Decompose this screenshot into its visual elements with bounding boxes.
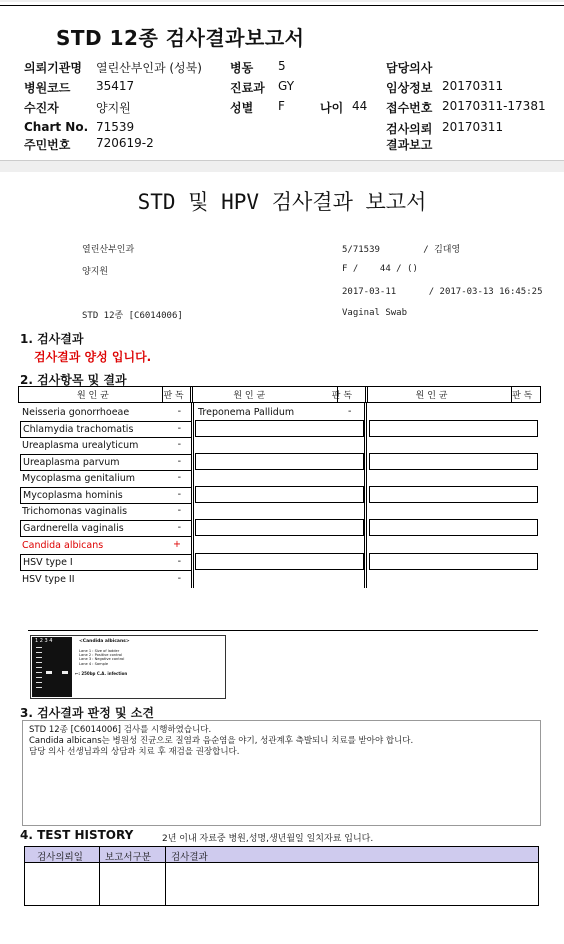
chart-doctor: 5/71539 / 김대영	[342, 245, 461, 255]
pathogen-result: -	[177, 505, 181, 516]
comment-line: 담당 의사 선생님과의 상담과 치료 후 재검을 권장합니다.	[29, 747, 240, 757]
comment-line: Candida albicans는 병원성 진균으로 질염과 음순염을 야기, 성관계후 측발되니 치료를 받아야 합니다.	[29, 736, 414, 746]
section1-title: 1. 검사결과	[20, 332, 84, 346]
pathogen-name: Neisseria gonorrhoeae	[22, 407, 130, 418]
result-row	[20, 487, 192, 504]
value-receipt-no: 20170311-17381	[442, 99, 546, 113]
result-row	[20, 421, 192, 438]
label-result-report: 결과보고	[386, 138, 433, 152]
col-pathogen-1: 원 인 균	[77, 391, 109, 401]
label-doctor: 담당의사	[386, 61, 433, 75]
pathogen-name: Mycoplasma hominis	[23, 490, 123, 501]
col-pathogen-3: 원 인 균	[415, 391, 448, 401]
section4-title: 4. TEST HISTORY	[20, 828, 134, 842]
clinic-name: 열린산부인과	[82, 245, 135, 255]
empty-cell	[195, 553, 364, 570]
col-pathogen-2: 원 인 균	[233, 391, 266, 401]
label-clinical-info: 임상정보	[386, 81, 433, 95]
result-row	[22, 438, 191, 453]
pathogen-name: HSV type II	[22, 574, 75, 585]
column-divider-2	[364, 402, 367, 588]
value-patient: 양지원	[96, 101, 131, 115]
pathogen-result: -	[177, 439, 181, 450]
value-resident-no: 720619-2	[96, 136, 154, 150]
pathogen-name: Chlamydia trachomatis	[23, 424, 134, 435]
result-row	[20, 454, 192, 471]
pathogen-result: -	[177, 573, 181, 584]
pathogen-name: Ureaplasma parvum	[23, 457, 120, 468]
lane-numbers: 1 2 3 4	[35, 638, 53, 644]
history-divider	[165, 847, 166, 905]
sex-age: F / 44 / ()	[342, 264, 418, 274]
label-requester: 의뢰기관명	[24, 61, 82, 75]
value-clinical-info: 20170311	[442, 79, 504, 93]
section2-title: 2. 검사항목 및 결과	[20, 373, 127, 387]
report-body-page	[0, 172, 564, 944]
pathogen-name: Candida albicans	[22, 540, 104, 551]
value-test-request: 20170311	[442, 120, 504, 134]
value-requester: 열린산부인과 (성북)	[96, 61, 202, 75]
pathogen-name: Treponema Pallidum	[198, 407, 295, 418]
label-test-request: 검사의뢰	[386, 122, 433, 136]
comment-line: STD 12종 [C6014006] 검사를 시행하였습니다.	[29, 725, 212, 735]
pathogen-result: -	[177, 456, 181, 467]
label-patient: 수진자	[24, 101, 59, 115]
gel-legend	[79, 649, 124, 666]
empty-cell	[195, 453, 364, 470]
pathogen-result: +	[173, 539, 181, 550]
result-row	[20, 520, 192, 537]
pathogen-result: -	[177, 406, 181, 417]
pathogen-result: -	[177, 472, 181, 483]
patient-name: 양지원	[82, 267, 109, 277]
history-note: 2년 이내 자료중 병원,성명,생년월일 일치자료 입니다.	[162, 834, 374, 844]
result-row	[22, 405, 191, 420]
pathogen-result: -	[177, 522, 181, 533]
pathogen-result: -	[348, 406, 352, 417]
label-department: 진료과	[230, 81, 265, 95]
pathogen-name: Trichomonas vaginalis	[22, 506, 128, 517]
history-col-result: 검사결과	[171, 852, 208, 863]
history-divider	[99, 847, 100, 905]
test-dates: 2017-03-11 / 2017-03-13 16:45:25	[342, 287, 543, 297]
gel-legend-line: Lane 3 : Negative control	[79, 657, 125, 662]
pathogen-name: Gardnerella vaginalis	[23, 523, 124, 534]
col-judgement-3: 판 독	[512, 391, 533, 401]
label-hospital-code: 병원코드	[24, 81, 71, 95]
gel-image-section	[28, 630, 538, 701]
empty-cell	[369, 453, 538, 470]
gel-legend-line: Lane 1 : Size of ladder	[79, 649, 120, 653]
gel-electrophoresis-image	[30, 635, 226, 699]
gel-legend-line: Lane 4 : Sample	[79, 661, 109, 666]
gel-legend-line: Lane 2 : Positive control	[79, 653, 123, 658]
value-ward: 5	[278, 59, 286, 73]
comment-box	[22, 720, 541, 826]
label-sex: 성별	[230, 101, 254, 115]
history-table	[24, 846, 539, 906]
ladder-bands	[36, 647, 42, 691]
result-row	[22, 572, 191, 587]
report-title: STD 12종 검사결과보고서	[56, 26, 305, 50]
pathogen-result: -	[177, 556, 181, 567]
report-subtitle: STD 및 HPV 검사결과 보고서	[137, 190, 427, 214]
results-table-header	[18, 386, 541, 403]
col-judgement-1: 판 독	[163, 391, 184, 401]
history-col-type: 보고서구분	[105, 852, 151, 863]
empty-cell	[195, 519, 364, 536]
result-row-positive	[22, 538, 191, 553]
result-row	[20, 554, 192, 571]
gel-band-label: ←: 250bp C.A. infection	[75, 671, 128, 676]
history-col-date: 검사의뢰일	[37, 852, 83, 863]
value-age: 44	[352, 99, 368, 113]
col-judgement-2: 판 독	[331, 391, 353, 401]
value-hospital-code: 35417	[96, 79, 135, 93]
section3-title: 3. 검사결과 판정 및 소견	[20, 706, 154, 720]
positive-result-text: 검사결과 양성 입니다.	[34, 350, 152, 364]
empty-cell	[369, 519, 538, 536]
label-age: 나이	[320, 101, 344, 115]
pathogen-name: Mycoplasma genitalium	[22, 473, 136, 484]
result-row	[22, 504, 191, 519]
report-header-page	[0, 2, 564, 161]
gel-lanes	[32, 637, 72, 697]
value-chart-no: 71539	[96, 120, 135, 134]
test-code: STD 12종 [C6014006]	[82, 311, 183, 321]
empty-cell	[195, 486, 364, 503]
history-header	[25, 847, 538, 863]
value-department: GY	[278, 79, 295, 93]
pathogen-result: -	[177, 423, 181, 434]
specimen: Vaginal Swab	[342, 308, 408, 318]
result-row	[22, 471, 191, 486]
gel-caption-title: <Candida albicans>	[79, 639, 130, 644]
sample-band	[62, 671, 68, 674]
empty-cell	[369, 486, 538, 503]
top-rule	[0, 5, 564, 6]
label-ward: 병동	[230, 61, 254, 75]
empty-cell	[195, 420, 364, 437]
value-sex: F	[278, 99, 285, 113]
empty-cell	[369, 553, 538, 570]
pathogen-name: Ureaplasma urealyticum	[22, 440, 139, 451]
label-resident-no: 주민번호	[24, 138, 71, 152]
label-receipt-no: 접수번호	[386, 101, 433, 115]
pathogen-result: -	[177, 489, 181, 500]
pathogen-name: HSV type I	[23, 557, 73, 568]
positive-band	[46, 671, 52, 674]
empty-cell	[369, 420, 538, 437]
label-chart-no: Chart No.	[24, 120, 89, 134]
